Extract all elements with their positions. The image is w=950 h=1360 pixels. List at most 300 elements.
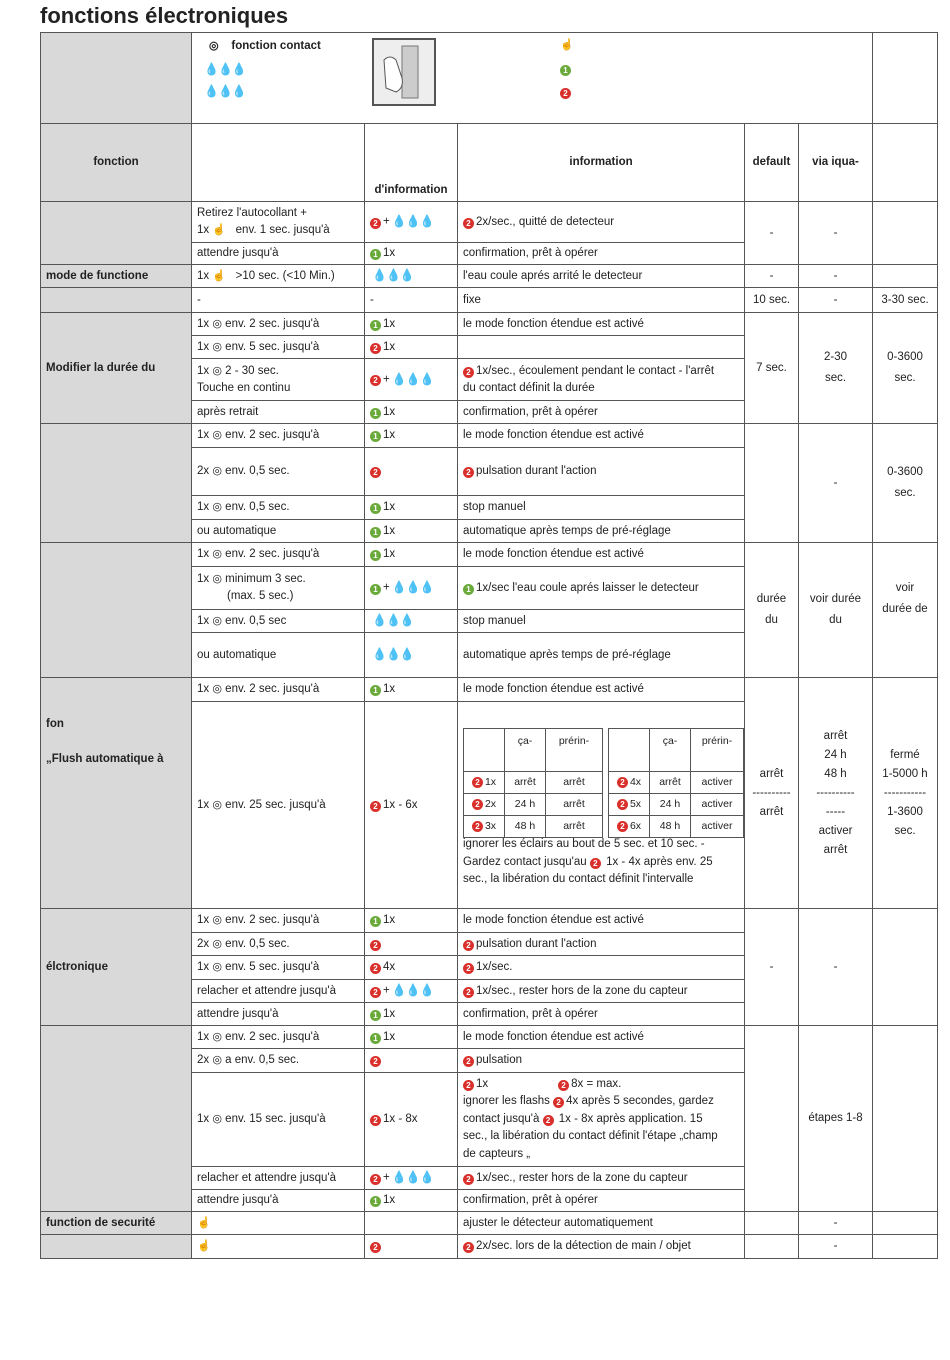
- text: 8x = max.: [571, 1077, 622, 1090]
- target-icon: ◎: [212, 340, 222, 353]
- row6-signal-b: [364, 566, 458, 610]
- text: ----------: [816, 786, 855, 799]
- row11-action: [191, 1234, 365, 1259]
- red-2-icon: 2: [370, 218, 381, 229]
- red-2-icon: 2: [560, 84, 573, 101]
- green-1-icon: 1: [370, 431, 381, 442]
- target-icon: ◎: [212, 1113, 222, 1125]
- subtable-right-r2c1: [608, 793, 650, 816]
- text: sec.: [824, 372, 847, 384]
- target-icon: ◎: [212, 364, 222, 377]
- row3-range: 3-30 sec.: [872, 287, 938, 313]
- text: 1x: [197, 340, 210, 353]
- red-2-icon: 2: [472, 777, 483, 788]
- text: 2x/sec., quitté de detecteur: [476, 215, 615, 228]
- target-icon: ◎: [212, 548, 222, 560]
- text: 2x: [484, 798, 497, 810]
- red-2-icon: 2: [463, 367, 474, 378]
- text: env. 2 sec. jusqu'à: [225, 683, 320, 695]
- row10-range: [872, 1211, 938, 1235]
- row8-action-b: [191, 932, 365, 956]
- row4-via: [798, 312, 873, 424]
- row6-info-c: stop manuel: [457, 609, 745, 633]
- row3-via: -: [798, 287, 873, 313]
- row6-signal-c: [364, 609, 458, 633]
- row3-default: 10 sec.: [744, 287, 799, 313]
- row9-via: étapes 1-8: [798, 1025, 873, 1212]
- text: 1x: [383, 548, 396, 560]
- target-icon: ◎: [212, 961, 222, 973]
- target-icon: ◎: [212, 937, 222, 950]
- row9-info-a: le mode fonction étendue est activé: [457, 1025, 745, 1049]
- row7-note: [463, 836, 743, 889]
- green-1-icon: 1: [370, 503, 381, 514]
- text: 1x: [197, 224, 210, 236]
- text: ignorer les flashs: [463, 1095, 550, 1108]
- row1-info-b: confirmation, prêt à opérer: [457, 242, 745, 265]
- target-icon: ◎: [212, 1030, 222, 1043]
- text: env. 0,5 sec.: [225, 937, 290, 950]
- text: 1x/sec., rester hors de la zone du capteur: [476, 1171, 688, 1184]
- text: 2 - 30 sec.: [225, 364, 279, 377]
- row7-action-b: [191, 701, 365, 909]
- red-2-icon: 2: [463, 1174, 474, 1185]
- water-drops-icon: 💧💧💧: [372, 613, 414, 628]
- text: sec., la libération du contact définit l'étape „champ: [463, 1130, 718, 1143]
- row6-info-b: [457, 566, 745, 610]
- row11-default: [744, 1234, 799, 1259]
- row11-signal: [364, 1234, 458, 1259]
- text: voir: [895, 582, 915, 594]
- text: 1-3600: [887, 805, 923, 818]
- text: arrêt: [759, 767, 784, 780]
- subtable-left-r3c3: arrêt: [545, 815, 603, 838]
- row5-signal-c: [364, 495, 458, 520]
- subtable-right-head1: ça-: [649, 728, 691, 772]
- target-icon: ◎: [209, 40, 219, 52]
- hand-icon: ☝: [212, 269, 227, 282]
- text: 1x: [197, 364, 210, 377]
- subtable-right-head2: prérin-: [690, 728, 744, 772]
- subtable-right-r3c3: activer: [690, 815, 744, 838]
- text: 1x: [197, 1113, 210, 1125]
- row9-info-b: [457, 1048, 745, 1073]
- row1-action-b: attendre jusqu'à: [191, 242, 365, 265]
- row7-info-a: le mode fonction étendue est activé: [457, 677, 745, 702]
- row4-action-a: [191, 312, 365, 336]
- row6-action-b: [191, 566, 365, 610]
- row1-signal-a: [364, 201, 458, 243]
- text: 1x - 6x: [383, 798, 418, 811]
- row10-name: function de securité: [40, 1211, 192, 1235]
- text: activer: [818, 824, 853, 837]
- row6-action-a: [191, 542, 365, 567]
- text: +: [383, 581, 390, 594]
- row5-signal-b: [364, 447, 458, 496]
- row1-name: [40, 201, 192, 271]
- red-2-icon: 2: [370, 1242, 381, 1253]
- text: 3x: [484, 820, 497, 832]
- row6-signal-d: [364, 632, 458, 678]
- text: 1x: [197, 573, 210, 585]
- row9-info-d: [457, 1166, 745, 1190]
- red-2-icon: 2: [463, 1080, 474, 1091]
- text: 1x: [383, 429, 396, 441]
- text: du: [765, 614, 778, 626]
- text: 1x/sec., écoulement pendant le contact - l'arrêt: [476, 364, 715, 377]
- row7-info-b: [457, 701, 745, 909]
- subtable-left-r1c2: arrêt: [504, 771, 546, 794]
- row4-name: Modifier la durée du: [40, 312, 192, 424]
- text: +: [383, 1171, 390, 1184]
- row6-info-d: automatique après temps de pré-réglage: [457, 632, 745, 678]
- target-icon: ◎: [212, 914, 222, 926]
- text: 2x: [197, 465, 210, 477]
- text: voir durée: [809, 593, 862, 605]
- row2-default: -: [744, 264, 799, 288]
- text: env. 2 sec. jusqu'à: [225, 914, 320, 926]
- target-icon: ◎: [212, 465, 222, 477]
- row2-signal: [364, 264, 458, 288]
- functions-table: [40, 32, 938, 1259]
- row6-info-a: le mode fonction étendue est activé: [457, 542, 745, 567]
- text: env. 2 sec. jusqu'à: [225, 317, 320, 330]
- text: 1x: [383, 1007, 396, 1020]
- row7-name: [40, 677, 192, 909]
- red-2-icon: 2: [370, 963, 381, 974]
- text: 1x: [476, 1077, 489, 1090]
- text: env. 0,5 sec.: [225, 465, 290, 477]
- hand-icon: ☝: [212, 224, 227, 236]
- row4-default: 7 sec.: [744, 312, 799, 424]
- green-1-icon: 1: [463, 584, 474, 595]
- legend-cell: [191, 32, 873, 124]
- text: 2-30: [823, 351, 848, 363]
- row3-info: fixe: [457, 287, 745, 313]
- water-drops-icon: 💧💧💧: [391, 580, 434, 595]
- row6-action-c: [191, 609, 365, 633]
- row11-via: -: [798, 1234, 873, 1259]
- row9-signal-d: [364, 1166, 458, 1190]
- row5-action-b: [191, 447, 365, 496]
- target-icon: ◎: [212, 1054, 222, 1066]
- text: +: [383, 984, 390, 997]
- text: 1x/sec.: [476, 961, 513, 973]
- header-fonction: fonction: [40, 123, 192, 202]
- text: 48 h: [824, 767, 847, 780]
- text: 6x: [629, 820, 642, 832]
- red-2-icon: 2: [463, 1056, 474, 1067]
- row5-info-d: automatique après temps de pré-réglage: [457, 519, 745, 543]
- row11-name: [40, 1234, 192, 1259]
- subtable-left-r2c1: [463, 793, 505, 816]
- row9-action-a: [191, 1025, 365, 1049]
- subtable-left-r3c2: 48 h: [504, 815, 546, 838]
- red-2-icon: 2: [370, 1174, 381, 1185]
- text: „Flush automatique à: [46, 753, 164, 765]
- row5-name: [40, 423, 192, 543]
- text: 1x: [197, 501, 210, 513]
- target-icon: ◎: [212, 614, 222, 627]
- hand-icon: ☝: [197, 1216, 211, 1229]
- text: 1x: [383, 1194, 396, 1206]
- header-information: information: [457, 123, 745, 202]
- text: 1x: [197, 614, 210, 627]
- red-2-icon: 2: [370, 801, 381, 812]
- text: 1x: [484, 776, 497, 788]
- row9-signal-a: [364, 1025, 458, 1049]
- text: 1x/sec l'eau coule aprés laisser le detecteur: [476, 581, 699, 594]
- text: 1x: [383, 1030, 396, 1043]
- red-2-icon: 2: [543, 1115, 554, 1126]
- row8-name: élctronique: [40, 908, 192, 1026]
- row8-signal-a: [364, 908, 458, 933]
- text: pulsation: [476, 1054, 523, 1066]
- legend-contact: [209, 38, 321, 55]
- row9-action-d: relacher et attendre jusqu'à: [191, 1166, 365, 1190]
- text: minimum 3 sec.: [225, 573, 306, 585]
- text: arrêt: [823, 843, 848, 856]
- red-2-icon: 2: [590, 858, 601, 869]
- text: 1x: [383, 501, 396, 513]
- text: env. 2 sec. jusqu'à: [225, 548, 320, 560]
- target-icon: ◎: [212, 317, 222, 330]
- row3-action: -: [191, 287, 365, 313]
- row9-signal-e: [364, 1189, 458, 1212]
- row8-signal-d: [364, 979, 458, 1003]
- row5-signal-a: [364, 423, 458, 448]
- row5-signal-d: [364, 519, 458, 543]
- row4-info-c: [457, 358, 745, 401]
- water-drops-icon: 💧💧💧: [204, 62, 246, 76]
- row4-signal-d: [364, 400, 458, 424]
- row8-range: [872, 908, 938, 1026]
- text: 4x après 5 secondes, gardez: [566, 1095, 714, 1108]
- text: -----: [825, 805, 846, 818]
- subtable-left-r1c1: [463, 771, 505, 794]
- text: +: [383, 215, 390, 228]
- text: ----------: [752, 786, 791, 799]
- subtable-left-r3c1: [463, 815, 505, 838]
- text: 4x: [383, 961, 396, 973]
- text: 2x: [197, 1054, 210, 1066]
- text: 1x: [197, 269, 210, 282]
- text: env. 15 sec. jusqu'à: [225, 1113, 326, 1125]
- row6-action-d: ou automatique: [191, 632, 365, 678]
- legend-right-cell: [872, 32, 938, 124]
- green-1-icon: 1: [560, 61, 573, 78]
- row1-signal-b: [364, 242, 458, 265]
- row4-action-b: [191, 335, 365, 359]
- red-2-icon: 2: [463, 218, 474, 229]
- text: 1x: [383, 914, 396, 926]
- row2-info: l'eau coule aprés arrité le detecteur: [457, 264, 745, 288]
- red-2-icon: 2: [370, 1056, 381, 1067]
- red-2-icon: 2: [617, 777, 628, 788]
- text: 0-3600: [887, 351, 923, 363]
- row9-info-e: confirmation, prêt à opérer: [457, 1189, 745, 1212]
- text: du contact définit la durée: [463, 381, 595, 394]
- water-drops-icon: 💧💧💧: [391, 983, 434, 998]
- red-2-icon: 2: [463, 940, 474, 951]
- page-title: fonctions électroniques: [40, 3, 289, 28]
- row5-info-c: stop manuel: [457, 495, 745, 520]
- text: +: [383, 373, 390, 386]
- text: 1x: [383, 340, 396, 353]
- row5-default: [744, 423, 799, 543]
- row10-info: ajuster le détecteur automatiquement: [457, 1211, 745, 1235]
- row8-via: -: [798, 908, 873, 1026]
- row4-info-d: confirmation, prêt à opérer: [457, 400, 745, 424]
- red-2-icon: 2: [472, 799, 483, 810]
- text: 1x/sec., rester hors de la zone du capteur: [476, 984, 688, 997]
- red-2-icon: 2: [370, 987, 381, 998]
- row1-via: -: [798, 201, 873, 265]
- header-blank: [191, 123, 365, 202]
- text: sec.: [894, 372, 916, 384]
- text: 1x: [383, 683, 396, 695]
- red-2-icon: 2: [463, 467, 474, 478]
- text: pulsation durant l'action: [476, 937, 597, 950]
- legend-contact-label: fonction contact: [231, 40, 321, 52]
- row11-info: [457, 1234, 745, 1259]
- row7-range: [872, 677, 938, 909]
- row7-signal-b: [364, 701, 458, 909]
- green-1-icon: 1: [370, 320, 381, 331]
- water-drops-icon: 💧💧💧: [372, 268, 414, 283]
- row9-action-e: attendre jusqu'à: [191, 1189, 365, 1212]
- row11-range: [872, 1234, 938, 1259]
- row1-range: [872, 201, 938, 265]
- target-icon: ◎: [212, 798, 222, 811]
- subtable-right-r3c1: [608, 815, 650, 838]
- text: 1x: [383, 247, 396, 259]
- subtable-left-blank: [463, 728, 505, 772]
- row9-action-c: [191, 1072, 365, 1167]
- row8-signal-e: [364, 1002, 458, 1026]
- row4-signal-a: [364, 312, 458, 336]
- red-2-icon: 2: [370, 343, 381, 354]
- text: fon: [46, 718, 64, 730]
- row1-info-a: [457, 201, 745, 243]
- row7-signal-a: [364, 677, 458, 702]
- row4-info-a: le mode fonction étendue est activé: [457, 312, 745, 336]
- row5-action-a: [191, 423, 365, 448]
- subtable-left-r1c3: arrêt: [545, 771, 603, 794]
- text: durée de: [882, 603, 928, 615]
- red-2-icon: 2: [463, 987, 474, 998]
- row5-range: [872, 423, 938, 543]
- row7-default: [744, 677, 799, 909]
- water-drops-icon: 💧💧💧: [204, 84, 246, 98]
- row9-signal-b: [364, 1048, 458, 1073]
- red-2-icon: 2: [463, 1242, 474, 1253]
- text: arrêt: [759, 805, 784, 818]
- row10-via: -: [798, 1211, 873, 1235]
- row8-action-e: attendre jusqu'à: [191, 1002, 365, 1026]
- row6-name: [40, 542, 192, 678]
- header-default: default: [744, 123, 799, 202]
- row9-default: [744, 1025, 799, 1212]
- legend-left-cell: [40, 32, 192, 124]
- row1-default: -: [744, 201, 799, 265]
- target-icon: ◎: [212, 429, 222, 441]
- red-2-icon: 2: [370, 1115, 381, 1126]
- row2-action: [191, 264, 365, 288]
- subtable-left-r2c2: 24 h: [504, 793, 546, 816]
- text: env. 1 sec. jusqu'à: [235, 224, 330, 236]
- row4-signal-c: [364, 358, 458, 401]
- row6-range: [872, 542, 938, 678]
- red-2-icon: 2: [617, 799, 628, 810]
- red-2-icon: 2: [558, 1080, 569, 1091]
- row8-default: -: [744, 908, 799, 1026]
- green-1-icon: 1: [370, 527, 381, 538]
- text: 1x: [197, 961, 210, 973]
- text: durée: [756, 593, 787, 605]
- text: ignorer les éclairs au bout de 5 sec. et 10 sec. -: [463, 838, 705, 850]
- row8-info-b: [457, 932, 745, 956]
- row5-info-b: [457, 447, 745, 496]
- green-1-icon: 1: [370, 408, 381, 419]
- row8-signal-b: [364, 932, 458, 956]
- row4-range: [872, 312, 938, 424]
- text: env. 5 sec. jusqu'à: [225, 961, 320, 973]
- row10-action: [191, 1211, 365, 1235]
- row9-action-b: [191, 1048, 365, 1073]
- row8-info-a: le mode fonction étendue est activé: [457, 908, 745, 933]
- hand-illustration: [372, 38, 436, 106]
- row4-info-b: [457, 335, 745, 359]
- subtable-right-blank: [608, 728, 650, 772]
- subtable-left-head2: prérin-: [545, 728, 603, 772]
- row8-signal-c: [364, 955, 458, 980]
- text: >10 sec. (<10 Min.): [235, 269, 335, 282]
- water-drops-icon: 💧💧💧: [391, 214, 434, 229]
- row4-action-d: après retrait: [191, 400, 365, 424]
- red-2-icon: 2: [463, 963, 474, 974]
- text: 2x: [197, 937, 210, 950]
- green-1-icon: 1: [370, 1033, 381, 1044]
- text: Gardez contact jusqu'au: [463, 855, 587, 868]
- row6-default: [744, 542, 799, 678]
- text: a env. 0,5 sec.: [225, 1054, 300, 1066]
- row8-info-e: confirmation, prêt à opérer: [457, 1002, 745, 1026]
- text: (max. 5 sec.): [227, 590, 294, 602]
- row9-range: [872, 1025, 938, 1212]
- text: 1x: [197, 548, 210, 560]
- green-1-icon: 1: [370, 584, 381, 595]
- target-icon: ◎: [212, 573, 222, 585]
- text: sec., la libération du contact définit l'intervalle: [463, 873, 694, 885]
- subtable-right-r2c2: 24 h: [649, 793, 691, 816]
- row2-range: [872, 264, 938, 288]
- text: 1-5000 h: [882, 767, 928, 780]
- text: -----------: [883, 786, 927, 799]
- text: Retirez l'autocollant +: [197, 207, 307, 219]
- row9-signal-c: [364, 1072, 458, 1167]
- row2-name: mode de functione: [40, 264, 192, 288]
- row10-default: [744, 1211, 799, 1235]
- row5-action-d: ou automatique: [191, 519, 365, 543]
- subtable-right-r2c3: activer: [690, 793, 744, 816]
- row8-action-c: [191, 955, 365, 980]
- row3-name: [40, 287, 192, 313]
- text: 0-3600: [887, 466, 923, 478]
- row8-action-d: relacher et attendre jusqu'à: [191, 979, 365, 1003]
- subtable-right-r1c1: [608, 771, 650, 794]
- row5-action-c: [191, 495, 365, 520]
